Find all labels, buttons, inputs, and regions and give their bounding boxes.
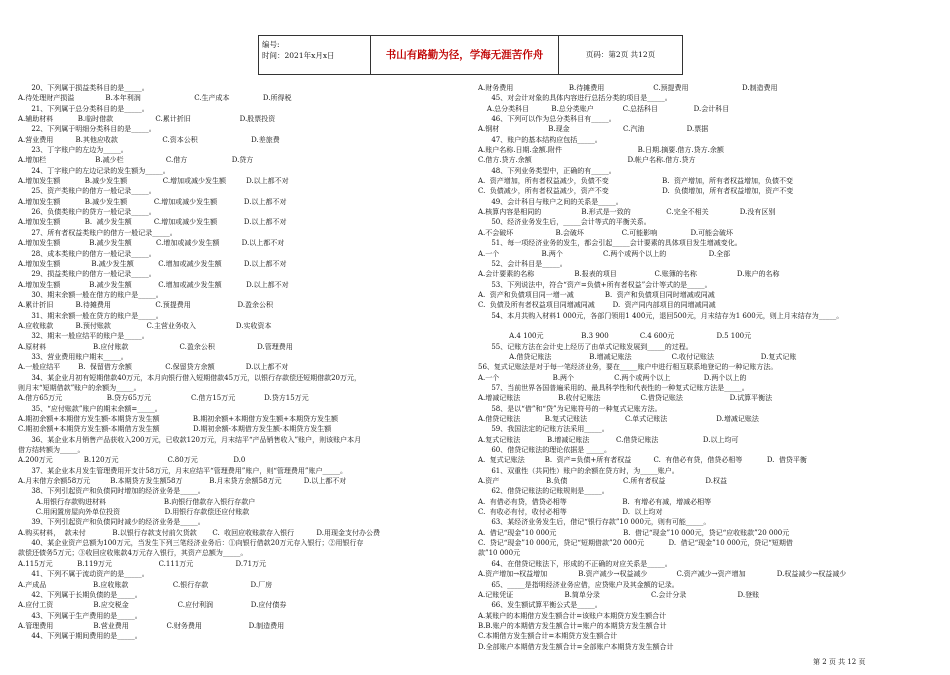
text-line: A.增减记账法 B.收付记账法 C.借贷记账法 D.试算平衡法 [478, 394, 773, 403]
text-line: C. 负债及所有者权益项目同增减同减 D. 资产同内部项目的同增减同减 [478, 301, 716, 310]
text-line [478, 321, 918, 331]
text-line: 40、某企业资产总额为100万元，当发生下列三笔经济业务后：①向银行借款20万元存入银行；②用银行存 [18, 539, 364, 548]
text-line: 35、“应付账款”账户的期末余额=_____。 [18, 404, 162, 413]
text-line: 62、借贷记账法的记账规则是_____。 [478, 487, 609, 496]
text-line: 25、资产类账户的借方一般记录_____。 [18, 187, 156, 196]
text-line: 借方结转额为_____。 [18, 446, 85, 455]
text-line: A. 复式记账法 B. 资产=负债+所有者权益 C. 有借必有贷，借贷必相等 D. 借贷平衡 [478, 456, 807, 465]
text-line: A.4 100元 B.3 900 C.4 600元 D.5 100元 [478, 332, 752, 341]
text-line: A.复式记账法 B.增减记账法 C.借贷记账法 D.以上均可 [478, 435, 739, 444]
text-line: 52、会计科目是_____。 [478, 259, 567, 268]
text-line: A.账户名称.日期.金额.附件 B.日期.摘要.借方.贷方.余额 [478, 146, 724, 155]
text-line: 33、营业费用账户期末_____。 [18, 352, 128, 361]
text-line: 63、某经济业务发生后，借记“银行存款”10 000元，则有可能_____。 [478, 518, 711, 527]
text-line: A.某账户的本期借方发生额合计=该账户本期贷方发生额合计 [478, 611, 667, 620]
text-line: A.应付工资 B.应交税金 C.应付利润 D.应付债券 [18, 601, 287, 610]
text-line: A.钢材 B.现金 C.汽油 D.票据 [478, 125, 709, 134]
text-line: 53、下列说法中，符合“资产=负债+所有者权益”会计等式的是_____。 [478, 280, 712, 289]
text-line: A.借贷记账法 B.复式记账法 C.单式记账法 D.增减记账法 [478, 415, 759, 423]
text-line: 34、某企业月初有短期借款40万元，本月向银行借入短期借款45万元，以银行存款偿还短期借款20万元， [18, 373, 361, 382]
text-line: 20、下列属于损益类科目的是_____。 [18, 84, 149, 92]
text-line: A.待处理财产损溢 B.本年利润 C.生产成本 D.所得税 [18, 94, 292, 103]
text-line: A.借方65万元 B.贷方65万元 C.借方15万元 D.贷方15万元 [18, 394, 309, 403]
text-line: 23、丁字账户的左边为_____。 [18, 146, 128, 155]
text-line: A.200万元 B.120万元 C.80万元 D.0 [18, 456, 246, 465]
text-line: A.增加发生额 B. 减少发生额 C.增加或减少发生额 D.以上都不对 [18, 218, 287, 227]
text-line: 21、下列属于总分类科目的是_____。 [18, 104, 149, 113]
text-line: 22、下列属于明细分类科目的是_____。 [18, 125, 156, 134]
text-line: 款”10 000元 [478, 549, 521, 558]
text-line: 36、某企业本月销售产品获收入200万元，已收款120万元，月末结平“产品销售收入”账户，则该账户本月 [18, 435, 362, 444]
text-line: 60、借贷记账法的理论依据是 _____。 [478, 446, 611, 455]
text-line: 27、所有者权益类账户的借方一般记录_____。 [18, 228, 177, 237]
text-line: 29、损益类账户的借方一般记录_____。 [18, 270, 156, 279]
text-line: 55、记账方法在会计史上经历了由单式记账发展到_____的过程。 [478, 342, 693, 351]
text-line: 45、对会计对象的具体内容进行总括分类的项目是_____。 [478, 94, 672, 103]
text-line: A.一个 B.两个 C.两个或两个以上 D.两个以上的 [478, 373, 747, 382]
text-line: 66、发生额试算平衡公式是_____。 [478, 601, 602, 610]
text-line: B.B.账户的本期借方发生额合计=账户的本期贷方发生额合计 [478, 621, 667, 630]
text-line: 24、丁字账户的左边记录的发生额为_____。 [18, 166, 170, 175]
text-line: A.营业费用 B.其他应收款 C.资本公积 D.差旅费 [18, 135, 280, 144]
text-line: 38、下列引起资产和负债同时增加的经济业务是_____。 [18, 487, 205, 496]
text-line: A.借贷记账法 B.增减记账法 C.收付记账法 D.复式记账 [478, 352, 797, 361]
text-line: A.115万元 B.119万元 C.111万元 D.71万元 [18, 559, 267, 568]
text-line: 28、成本类账户的借方一般记录_____。 [18, 249, 156, 258]
text-line: A.辅助材料 B.临时借款 C.累计折旧 D.股票投资 [18, 115, 276, 124]
text-line: A.期初余额+本期借方发生额-本期贷方发生额 B.期初余额+本期借方发生额+本期贷方发生额 [18, 415, 338, 423]
text-line: 41、下列不属于流动资产的是_____。 [18, 570, 149, 579]
left-column [18, 83, 458, 642]
text-line: 51、每一项经济业务的发生，都会引起_____会计要素的具体项目发生增减变化。 [478, 239, 742, 248]
text-line: 64、在借贷记账法下，形成的不正确的对应关系是_____。 [478, 559, 672, 568]
text-line: A.核算内容是相同的 B.形式是一致的 C.完全不相关 D.没有区别 [478, 208, 776, 217]
page-header [258, 35, 683, 75]
text-line: A.增加发生额 B.减少发生额 C.增加或减少发生额 D.以上都不对 [18, 177, 289, 186]
text-line: A.增加发生额 B.减少发生额 C.增加或减少发生额 D.以上都不对 [18, 280, 289, 289]
text-line: 48、下列业务类型中，正确的有_____。 [478, 166, 616, 175]
text-line: A.应收账款 B.预付账款 C.主营业务收入 D.实收资本 [18, 321, 272, 330]
text-line: 30、期末余额一般在借方的账户是_____。 [18, 290, 163, 299]
header-time-label: 时间：2021年x月x日 [262, 51, 335, 60]
text-line: 32、期末一般应结平的账户是_____。 [18, 332, 149, 341]
text-line: C.借方.贷方.余额 D.帐户名称.借方.贷方 [478, 156, 696, 165]
text-line: 44、下列属于期间费用的是_____。 [18, 632, 142, 641]
text-line: 54、本月共购入材料1 000元，各部门领用1 400元，退回500元，月末结存为1 600元，则上月末结存为_____。 [478, 311, 844, 320]
text-line: C. 负债减少，所有者权益减少，资产不变 D. 负债增加，所有者权益增加，资产不变 [478, 187, 794, 196]
right-column [478, 83, 918, 652]
text-line: A. 资产和负债项目同一增一减 B. 资产和负债项目同时增减或同减 [478, 290, 715, 299]
text-line: A.累计折旧 B.待摊费用 C.预提费用 D.盈余公积 [18, 301, 274, 310]
text-line: 31、期末余额一般在贷方的账户是_____。 [18, 311, 163, 320]
text-line: 57、当前世界各国普遍采用的、最具科学性和代表性的一种复式记账方法是_____。 [478, 383, 749, 392]
text-line: A.一般应结平 B. 保留借方余额 C.保留贷方余额 D.以上都不对 [18, 363, 289, 372]
text-line: A.不会破坏 B.会破坏 C.可能影响 D.可能会破坏 [478, 228, 734, 237]
text-line: A. 资产增加，所有者权益减少，负债不变 B. 资产增加，所有者权益增加，负债不变 [478, 177, 793, 186]
text-line: A.增加栏 B.减少栏 C.借方 D.贷方 [18, 156, 254, 165]
text-line: D.全部账户本期借方发生额合计=全部账户本期贷方发生额合计 [478, 642, 674, 651]
text-line: 61、双重性（共同性）账户的余额在贷方时，为_____账户。 [478, 466, 679, 475]
text-line: 37、某企业本月发生管理费用开支计58万元，月末应结平“管理费用”账户，则“管理费用”账户_____。 [18, 466, 347, 475]
text-line: A. 借记“现金”10 000元 B. 借记“现金”10 000元，贷记“应收账款”20 000元 [478, 528, 790, 537]
text-line: 58、是以“借”和“贷”为记账符号的一种复式记账方法。 [478, 404, 662, 413]
text-line: A.财务费用 B.待摊费用 C.预提费用 D.制造费用 [478, 84, 778, 92]
text-line: 43、下列属于生产费用的是_____。 [18, 611, 142, 620]
text-line: C.期初余额+本期贷方发生额-本期借方发生额 D.期初余额-本期借方发生额-本期贷方发生额 [18, 425, 332, 434]
text-line: A.会计要素的名称 B.报表的项目 C.账簿的名称 D.账户的名称 [478, 270, 780, 279]
text-line: C. 贷记“现金”10 000元，贷记“短期借款”20 000元 D. 借记“现金”10 000元，贷记“短期借 [478, 539, 793, 548]
header-motto: 书山有路勤为径，学海无涯苦作舟 [371, 36, 559, 74]
header-number-label: 编号: [262, 40, 280, 49]
text-line: A.月末借方余额58万元 B.本期贷方发生额58万 B.月末贷方余额58万元 D.以上都不对 [18, 477, 347, 486]
text-line: A.购买材料， 款未付 B.以银行存款支付前欠货款 C. 收回应收账款存入银行 D.用现金支付办公费 [18, 528, 380, 537]
text-line: 46、下列可以作为总分类科目有_____。 [478, 115, 616, 124]
page-footer: 第 2 页 共 12 页 [813, 658, 866, 666]
text-line: A.增加发生额 B.减少发生额 C.增加或减少发生额 D.以上都不对 [18, 259, 287, 268]
text-line: 26、负债类账户的贷方一般记录_____。 [18, 208, 156, 217]
text-line: 49、会计科目与账户之间的关系是_____。 [478, 197, 623, 206]
text-line: A.资产增加→权益增加 B.资产减少→权益减少 C.资产减少→资产增加 D.权益减少→权益减少 [478, 570, 847, 579]
text-line: 则月末“短期借款”账户的余额为_____。 [18, 383, 141, 392]
text-line: C.本期借方发生额合计=本期贷方发生额合计 [478, 632, 618, 641]
text-line: 42、下列属于长期负债的是_____。 [18, 590, 142, 599]
text-line: 56、复式记账法是对于每一笔经济业务，要在_____账户中进行相互联系地登记的一种记账方法。 [478, 363, 778, 372]
text-line: 65、_____是指明经济业务应借，应贷账户及其金额的记录。 [478, 580, 679, 589]
text-line: A.增加发生额 B.减少发生额 C.增加或减少发生额 D.以上都不对 [18, 197, 287, 206]
header-meta [259, 36, 371, 74]
text-line: A.记账凭证 B.简单分录 C.会计分录 D.登账 [478, 590, 760, 599]
text-line: 50、经济业务发生后，_____会计等式的平衡关系。 [478, 218, 651, 227]
text-line: A.原材料 B.应付账款 C.盈余公积 D.管理费用 [18, 342, 293, 351]
text-line: A.总分类科目 B.总分类账户 C.总括科目 D.会计科目 [478, 104, 730, 113]
text-line: 39、下列引起资产和负债同时减少的经济业务是_____。 [18, 518, 205, 527]
text-line: 款偿还债务5万元；③收回应收账款4万元存入银行，其资产总额为_____。 [18, 549, 248, 558]
text-line: C.用闲置房屋向外单位投资 D.用银行存款偿还应付账款 [18, 508, 250, 517]
text-line: A.一个 B.两个 C.两个或两个以上的 D.全部 [478, 249, 731, 258]
text-line: A.增加发生额 B.减少发生额 C.增加或减少发生额 D.以上都不对 [18, 239, 285, 248]
header-page-label: 页码：第2页 共12页 [585, 50, 656, 59]
text-line: A.用银行存款购进材料 B.向银行借款存入银行存款户 [18, 497, 256, 506]
text-line: A.资产 B.负债 C.所有者权益 D.权益 [478, 477, 727, 486]
text-line: 47、账户的基本结构应包括_____。 [478, 135, 602, 144]
text-line: A.产成品 B.应收账款 C.银行存款 D.厂房 [18, 580, 273, 589]
text-line: 59、我国法定的记账方法采用_____。 [478, 425, 609, 434]
text-line: A.管理费用 B.营业费用 C.财务费用 D.制造费用 [18, 621, 285, 630]
text-line: A. 有借必有贷，借贷必相等 B. 有增必有减，增减必相等 [478, 497, 712, 506]
text-line: C. 有收必有付，收付必相等 D. 以上均对 [478, 508, 663, 517]
